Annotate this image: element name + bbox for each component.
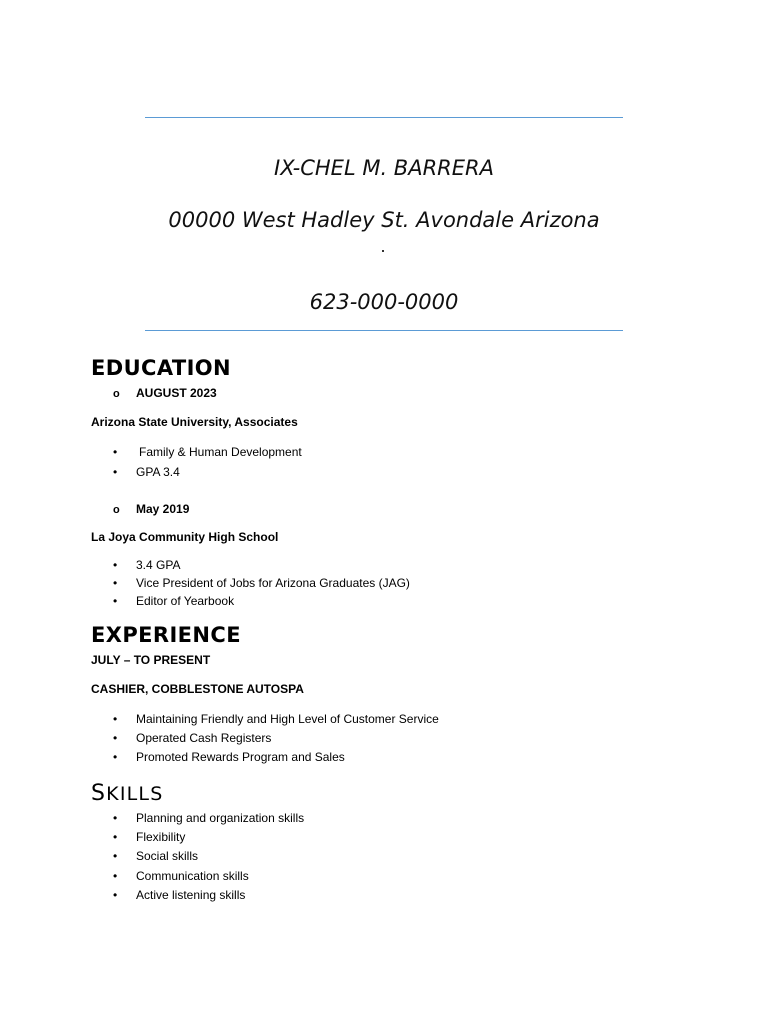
education-institution: La Joya Community High School: [91, 530, 279, 544]
list-marker-bullet: •: [113, 830, 118, 844]
experience-detail: Maintaining Friendly and High Level of Customer Service: [136, 712, 439, 726]
list-marker-bullet: •: [113, 750, 118, 764]
education-institution: Arizona State University, Associates: [91, 415, 298, 429]
candidate-phone: 623-000-0000: [309, 290, 459, 314]
experience-role: CASHIER, COBBLESTONE AUTOSPA: [91, 682, 304, 696]
education-detail: 3.4 GPA: [136, 558, 181, 572]
skills-heading: [91, 781, 163, 806]
skills-heading-initial: S: [91, 781, 107, 806]
list-marker-circle: o: [113, 504, 120, 516]
education-detail: Editor of Yearbook: [136, 594, 235, 608]
education-detail: GPA 3.4: [136, 465, 180, 479]
education-date: May 2019: [136, 502, 190, 516]
list-marker-bullet: •: [113, 465, 118, 479]
skill-item: Active listening skills: [136, 888, 246, 902]
list-marker-bullet: •: [113, 731, 118, 745]
list-marker-bullet: •: [113, 869, 118, 883]
list-marker-bullet: •: [113, 849, 118, 863]
education-detail: Vice President of Jobs for Arizona Graduates (JAG): [136, 576, 410, 590]
list-marker-bullet: •: [113, 594, 118, 608]
experience-detail: Operated Cash Registers: [136, 731, 272, 745]
education-detail: Family & Human Development: [139, 445, 302, 459]
header-rule-top: [145, 117, 623, 118]
list-marker-circle: o: [113, 388, 120, 400]
education-date: AUGUST 2023: [136, 386, 217, 400]
list-marker-bullet: •: [113, 811, 118, 825]
list-marker-bullet: •: [113, 558, 118, 572]
experience-detail: Promoted Rewards Program and Sales: [136, 750, 345, 764]
list-marker-bullet: •: [113, 576, 118, 590]
list-marker-bullet: •: [113, 445, 118, 459]
candidate-address: 00000 West Hadley St. Avondale Arizona: [168, 208, 600, 232]
header-rule-bottom: [145, 330, 623, 331]
skill-item: Communication skills: [136, 869, 249, 883]
skills-heading-rest: KILLS: [106, 783, 164, 805]
skill-item: Planning and organization skills: [136, 811, 305, 825]
skill-item: Flexibility: [136, 830, 186, 844]
stray-dot: [382, 250, 384, 252]
experience-heading: EXPERIENCE: [91, 623, 241, 647]
experience-date: JULY – TO PRESENT: [91, 653, 211, 667]
candidate-name: IX-CHEL M. BARRERA: [274, 156, 494, 180]
education-heading: EDUCATION: [91, 356, 232, 380]
list-marker-bullet: •: [113, 888, 118, 902]
list-marker-bullet: •: [113, 712, 118, 726]
skill-item: Social skills: [136, 849, 199, 863]
